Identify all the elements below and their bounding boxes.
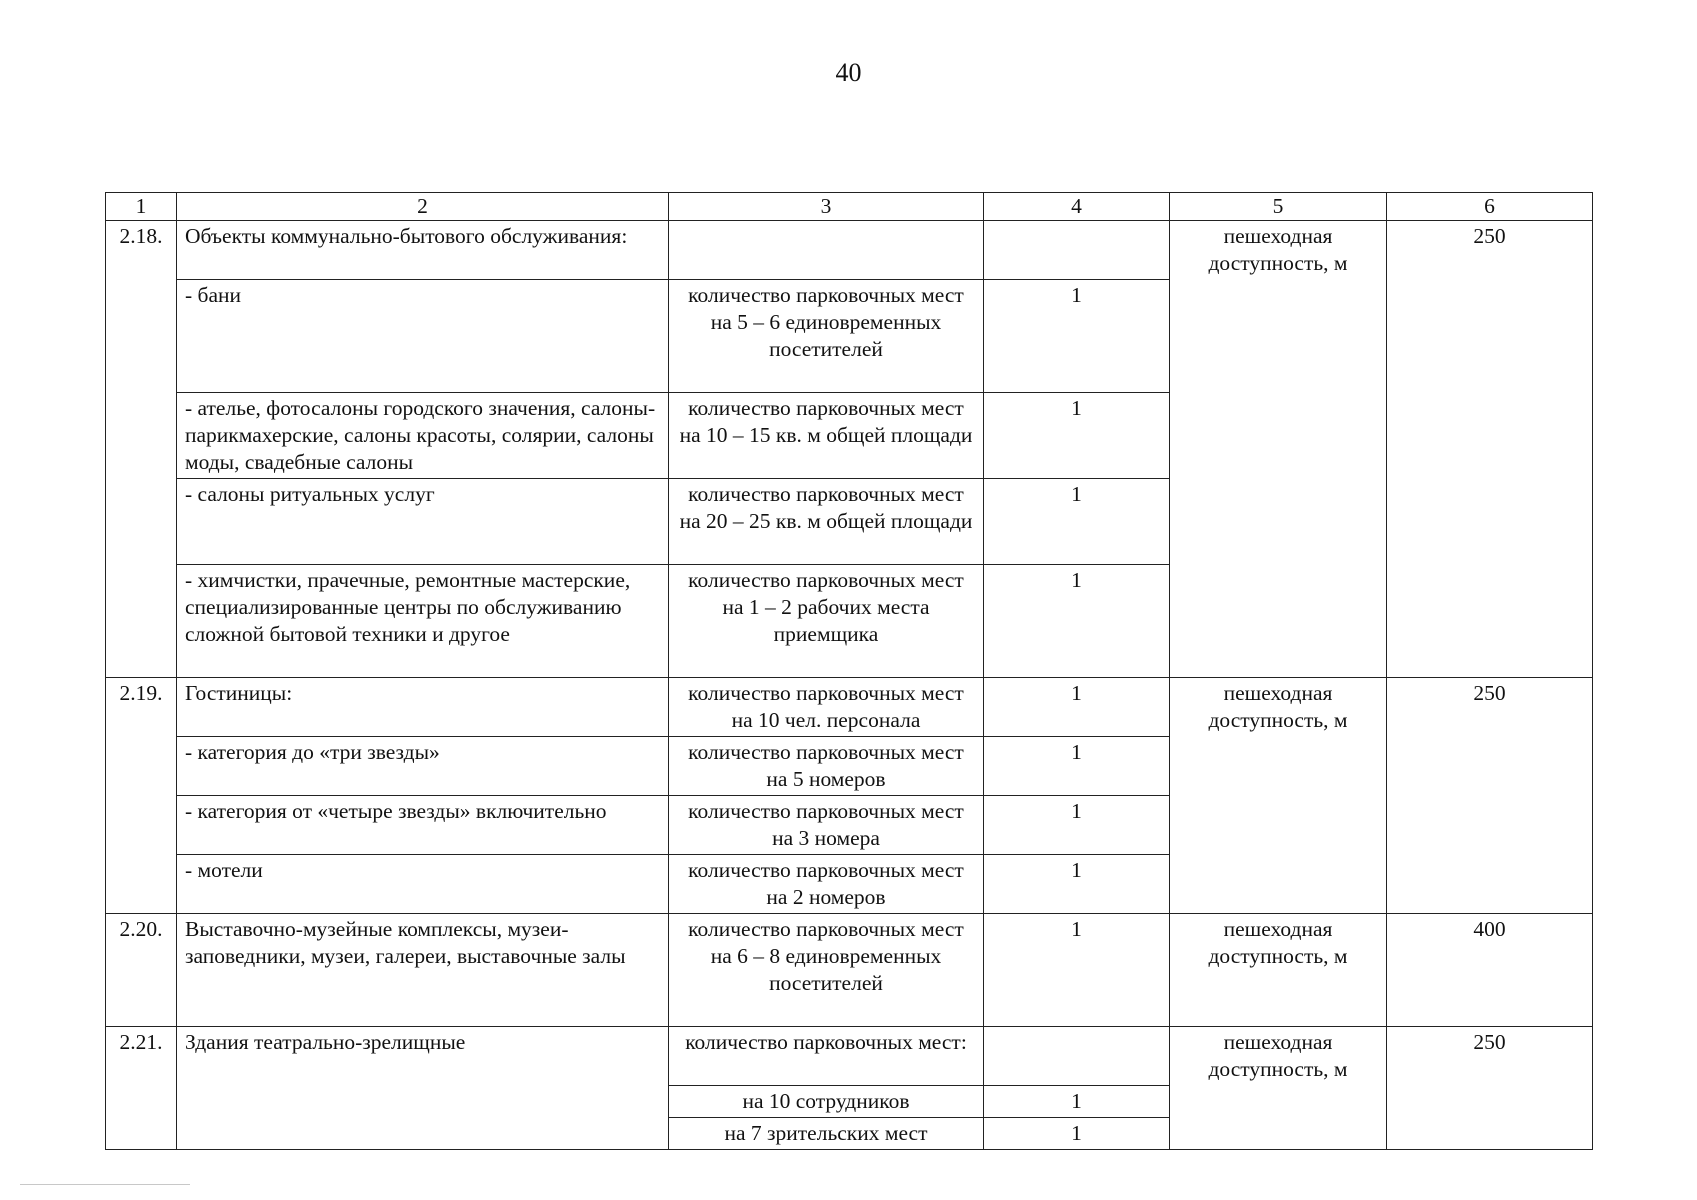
quantity-cell: 1 <box>984 280 1170 393</box>
quantity-cell: 1 <box>984 1086 1170 1118</box>
table-row <box>106 914 1593 1027</box>
norm-cell: на 10 сотрудников <box>669 1086 984 1118</box>
distance-cell: 250 <box>1387 1027 1593 1150</box>
norm-cell: количество парковочных мест на 20 – 25 кв. м общей площади <box>669 479 984 565</box>
column-header: 1 <box>106 193 177 221</box>
quantity-cell: 1 <box>984 1118 1170 1150</box>
parking-norms-table <box>105 192 1593 1150</box>
row-number: 2.20. <box>106 914 177 1027</box>
norm-cell: количество парковочных мест на 6 – 8 единовременных посетителей <box>669 914 984 1027</box>
empty-cell <box>984 1027 1170 1086</box>
quantity-cell: 1 <box>984 914 1170 1027</box>
page-number: 40 <box>835 58 862 87</box>
norm-cell: на 7 зрительских мест <box>669 1118 984 1150</box>
accessibility-cell: пешеходная доступность, м <box>1170 1027 1387 1150</box>
empty-cell <box>984 221 1170 280</box>
quantity-cell: 1 <box>984 855 1170 914</box>
row-number: 2.19. <box>106 678 177 914</box>
norm-cell: количество парковочных мест на 3 номера <box>669 796 984 855</box>
sub-item-name: - ателье, фотосалоны городского значения, салоны-парикмахерские, салоны красоты, солярии, салоны моды, свадебные салоны <box>177 393 669 479</box>
sub-item-name: - салоны ритуальных услуг <box>177 479 669 565</box>
norm-cell: количество парковочных мест на 10 чел. персонала <box>669 678 984 737</box>
row-number: 2.18. <box>106 221 177 678</box>
column-header: 2 <box>177 193 669 221</box>
distance-cell: 400 <box>1387 914 1593 1027</box>
table-row <box>106 678 1593 737</box>
column-header: 4 <box>984 193 1170 221</box>
column-header: 5 <box>1170 193 1387 221</box>
quantity-cell: 1 <box>984 737 1170 796</box>
sub-item-name: - мотели <box>177 855 669 914</box>
empty-cell <box>669 221 984 280</box>
norm-cell: количество парковочных мест: <box>669 1027 984 1086</box>
sub-item-name: - категория от «четыре звезды» включительно <box>177 796 669 855</box>
norm-cell: количество парковочных мест на 10 – 15 кв. м общей площади <box>669 393 984 479</box>
distance-cell: 250 <box>1387 221 1593 678</box>
accessibility-cell: пешеходная доступность, м <box>1170 221 1387 678</box>
sub-item-name: - химчистки, прачечные, ремонтные мастерские, специализированные центры по обслуживанию сложной бытовой техники и другое <box>177 565 669 678</box>
row-title: Гостиницы: <box>177 678 669 737</box>
quantity-cell: 1 <box>984 565 1170 678</box>
quantity-cell: 1 <box>984 678 1170 737</box>
norm-cell: количество парковочных мест на 2 номеров <box>669 855 984 914</box>
sub-item-name: - бани <box>177 280 669 393</box>
accessibility-cell: пешеходная доступность, м <box>1170 678 1387 914</box>
table-row <box>106 221 1593 280</box>
table-row <box>106 1027 1593 1086</box>
norm-cell: количество парковочных мест на 5 номеров <box>669 737 984 796</box>
column-header: 3 <box>669 193 984 221</box>
row-number: 2.21. <box>106 1027 177 1150</box>
table-header-row <box>106 193 1593 221</box>
norm-cell: количество парковочных мест на 5 – 6 единовременных посетителей <box>669 280 984 393</box>
distance-cell: 250 <box>1387 678 1593 914</box>
scan-footer-line <box>20 1184 190 1185</box>
row-title: Выставочно-музейные комплексы, музеи-заповедники, музеи, галереи, выставочные залы <box>177 914 669 1027</box>
sub-item-name: - категория до «три звезды» <box>177 737 669 796</box>
norm-cell: количество парковочных мест на 1 – 2 рабочих места приемщика <box>669 565 984 678</box>
quantity-cell: 1 <box>984 479 1170 565</box>
quantity-cell: 1 <box>984 393 1170 479</box>
column-header: 6 <box>1387 193 1593 221</box>
row-title: Объекты коммунально-бытового обслуживания: <box>177 221 669 280</box>
quantity-cell: 1 <box>984 796 1170 855</box>
row-title: Здания театрально-зрелищные <box>177 1027 669 1150</box>
accessibility-cell: пешеходная доступность, м <box>1170 914 1387 1027</box>
